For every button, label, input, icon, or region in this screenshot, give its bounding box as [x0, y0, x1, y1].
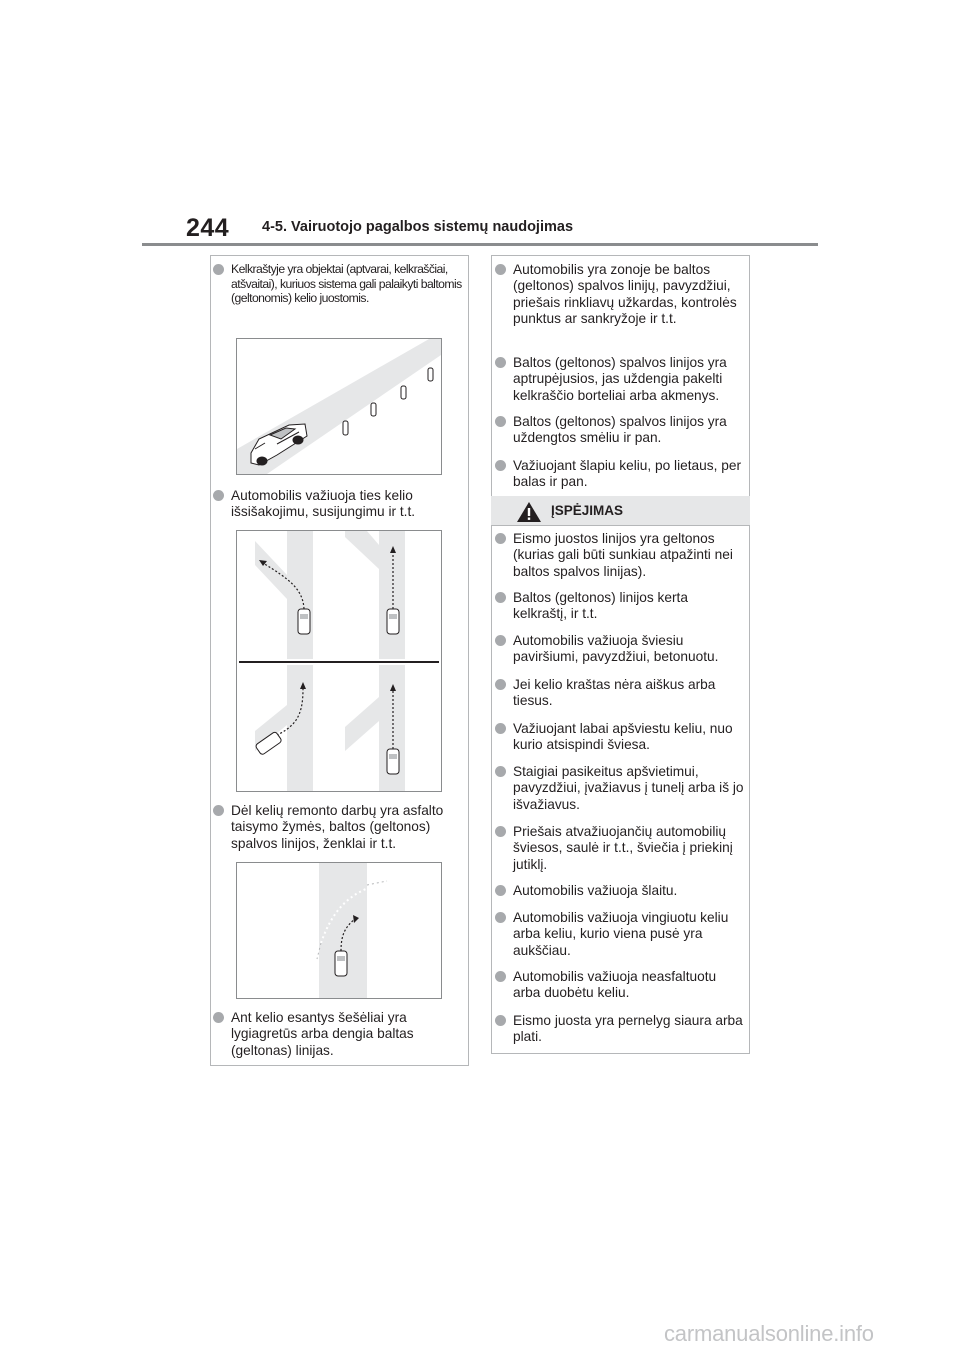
list-item: [495, 824, 745, 873]
list-item-text: Kelkraštyje yra objektai (aptvarai, kelkraščiai, atšvaitai), kuriuos sistema gali palaikyti baltomis (geltonomis) kelio juostomis.: [231, 262, 462, 305]
bullet-dot-icon: [495, 766, 506, 777]
bullet-dot-icon: [495, 533, 506, 544]
bullet-dot-icon: [213, 805, 224, 816]
list-item: [495, 414, 745, 447]
list-item-text: Automobilis yra zonoje be baltos (geltonos) spalvos linijų, pavyzdžiui, priešais rinkliavų užkardas, kontrolės punktus ar sankryžoje ir t.t.: [513, 262, 737, 326]
list-item: [495, 883, 745, 899]
bullet-dot-icon: [495, 264, 506, 275]
roadside-objects-figure: [236, 338, 442, 475]
list-item-text: Automobilis važiuoja neasfaltuotu arba duobėtu keliu.: [513, 969, 717, 1001]
bullet-dot-icon: [495, 416, 506, 427]
list-item: [495, 590, 745, 623]
caution-label: ĮSPĖJIMAS: [551, 503, 624, 518]
list-item: [495, 910, 745, 959]
list-item-text: Eismo juostos linijos yra geltonos (kurias gali būti sunkiau atpažinti nei baltos spalvos linijas).: [513, 531, 733, 579]
list-item: [495, 969, 745, 1002]
list-item: [495, 721, 745, 754]
road-repair-marks-figure: [236, 862, 442, 999]
list-item: [495, 262, 745, 327]
watermark: carmanualsonline.info: [664, 1321, 874, 1346]
bullet-dot-icon: [495, 635, 506, 646]
list-item-text: Automobilis važiuoja šviesiu paviršiumi, pavyzdžiui, betonuotu.: [513, 633, 719, 665]
list-item: [495, 764, 745, 813]
list-item: [495, 633, 745, 666]
bullet-dot-icon: [495, 357, 506, 368]
list-item-text: Jei kelio kraštas nėra aiškus arba tiesus.: [513, 677, 716, 709]
list-item-text: Priešais atvažiuojančių automobilių šviesos, saulė ir t.t., šviečia į priekinį jutiklį.: [513, 824, 733, 872]
road-branch-figure: [236, 530, 442, 792]
list-item-text: Automobilis važiuoja šlaitu.: [513, 883, 678, 898]
list-item-text: Važiuojant šlapiu keliu, po lietaus, per balas ir pan.: [513, 458, 742, 490]
bullet-dot-icon: [495, 885, 506, 896]
list-item: [495, 1013, 745, 1046]
list-item: [495, 531, 745, 580]
bullet-dot-icon: [495, 460, 506, 471]
list-item-text: Automobilis važiuoja vingiuotu keliu arba keliu, kurio viena pusė yra aukščiau.: [513, 910, 729, 958]
list-item: [213, 1010, 465, 1059]
bullet-dot-icon: [495, 912, 506, 923]
list-item: [213, 803, 465, 852]
header-rule: [142, 243, 818, 246]
list-item-text: Baltos (geltonos) linijos kerta kelkraštį, ir t.t.: [513, 590, 688, 622]
bullet-dot-icon: [213, 1012, 224, 1023]
list-item-text: Baltos (geltonos) spalvos linijos yra uždengtos smėliu ir pan.: [513, 414, 727, 446]
bullet-dot-icon: [495, 679, 506, 690]
list-item-text: Automobilis važiuoja ties kelio išsišakojimu, susijungimu ir t.t.: [231, 488, 416, 520]
list-item: [495, 355, 745, 404]
bullet-dot-icon: [495, 826, 506, 837]
bullet-dot-icon: [213, 264, 224, 275]
list-item-text: Baltos (geltonos) spalvos linijos yra aptrupėjusios, jas uždengia pakelti kelkraščio borteliai arba akmenys.: [513, 355, 727, 403]
bullet-dot-icon: [495, 723, 506, 734]
list-item: [213, 488, 465, 521]
warning-triangle-icon: [516, 501, 542, 528]
list-item-text: Staigiai pasikeitus apšvietimui, pavyzdžiui, įvažiavus į tunelį arba iš jo išvažiavus.: [513, 764, 744, 812]
caution-header: [491, 496, 750, 526]
list-item: [213, 262, 465, 306]
bullet-dot-icon: [213, 490, 224, 501]
list-item: [495, 458, 745, 491]
list-item-text: Ant kelio esantys šešėliai yra lygiagretūs arba dengia baltas (geltonas) linijas.: [231, 1010, 414, 1058]
page-number: 244: [186, 214, 230, 242]
bullet-dot-icon: [495, 1015, 506, 1026]
bullet-dot-icon: [495, 971, 506, 982]
list-item-text: Dėl kelių remonto darbų yra asfalto taisymo žymės, baltos (geltonos) spalvos linijos, ženklai ir t.t.: [231, 803, 444, 851]
list-item: [495, 677, 745, 710]
list-item-text: Važiuojant labai apšviestu keliu, nuo kurio atsispindi šviesa.: [513, 721, 733, 753]
section-title: 4-5. Vairuotojo pagalbos sistemų naudojimas: [262, 219, 574, 235]
bullet-dot-icon: [495, 592, 506, 603]
list-item-text: Eismo juosta yra pernelyg siaura arba plati.: [513, 1013, 743, 1045]
